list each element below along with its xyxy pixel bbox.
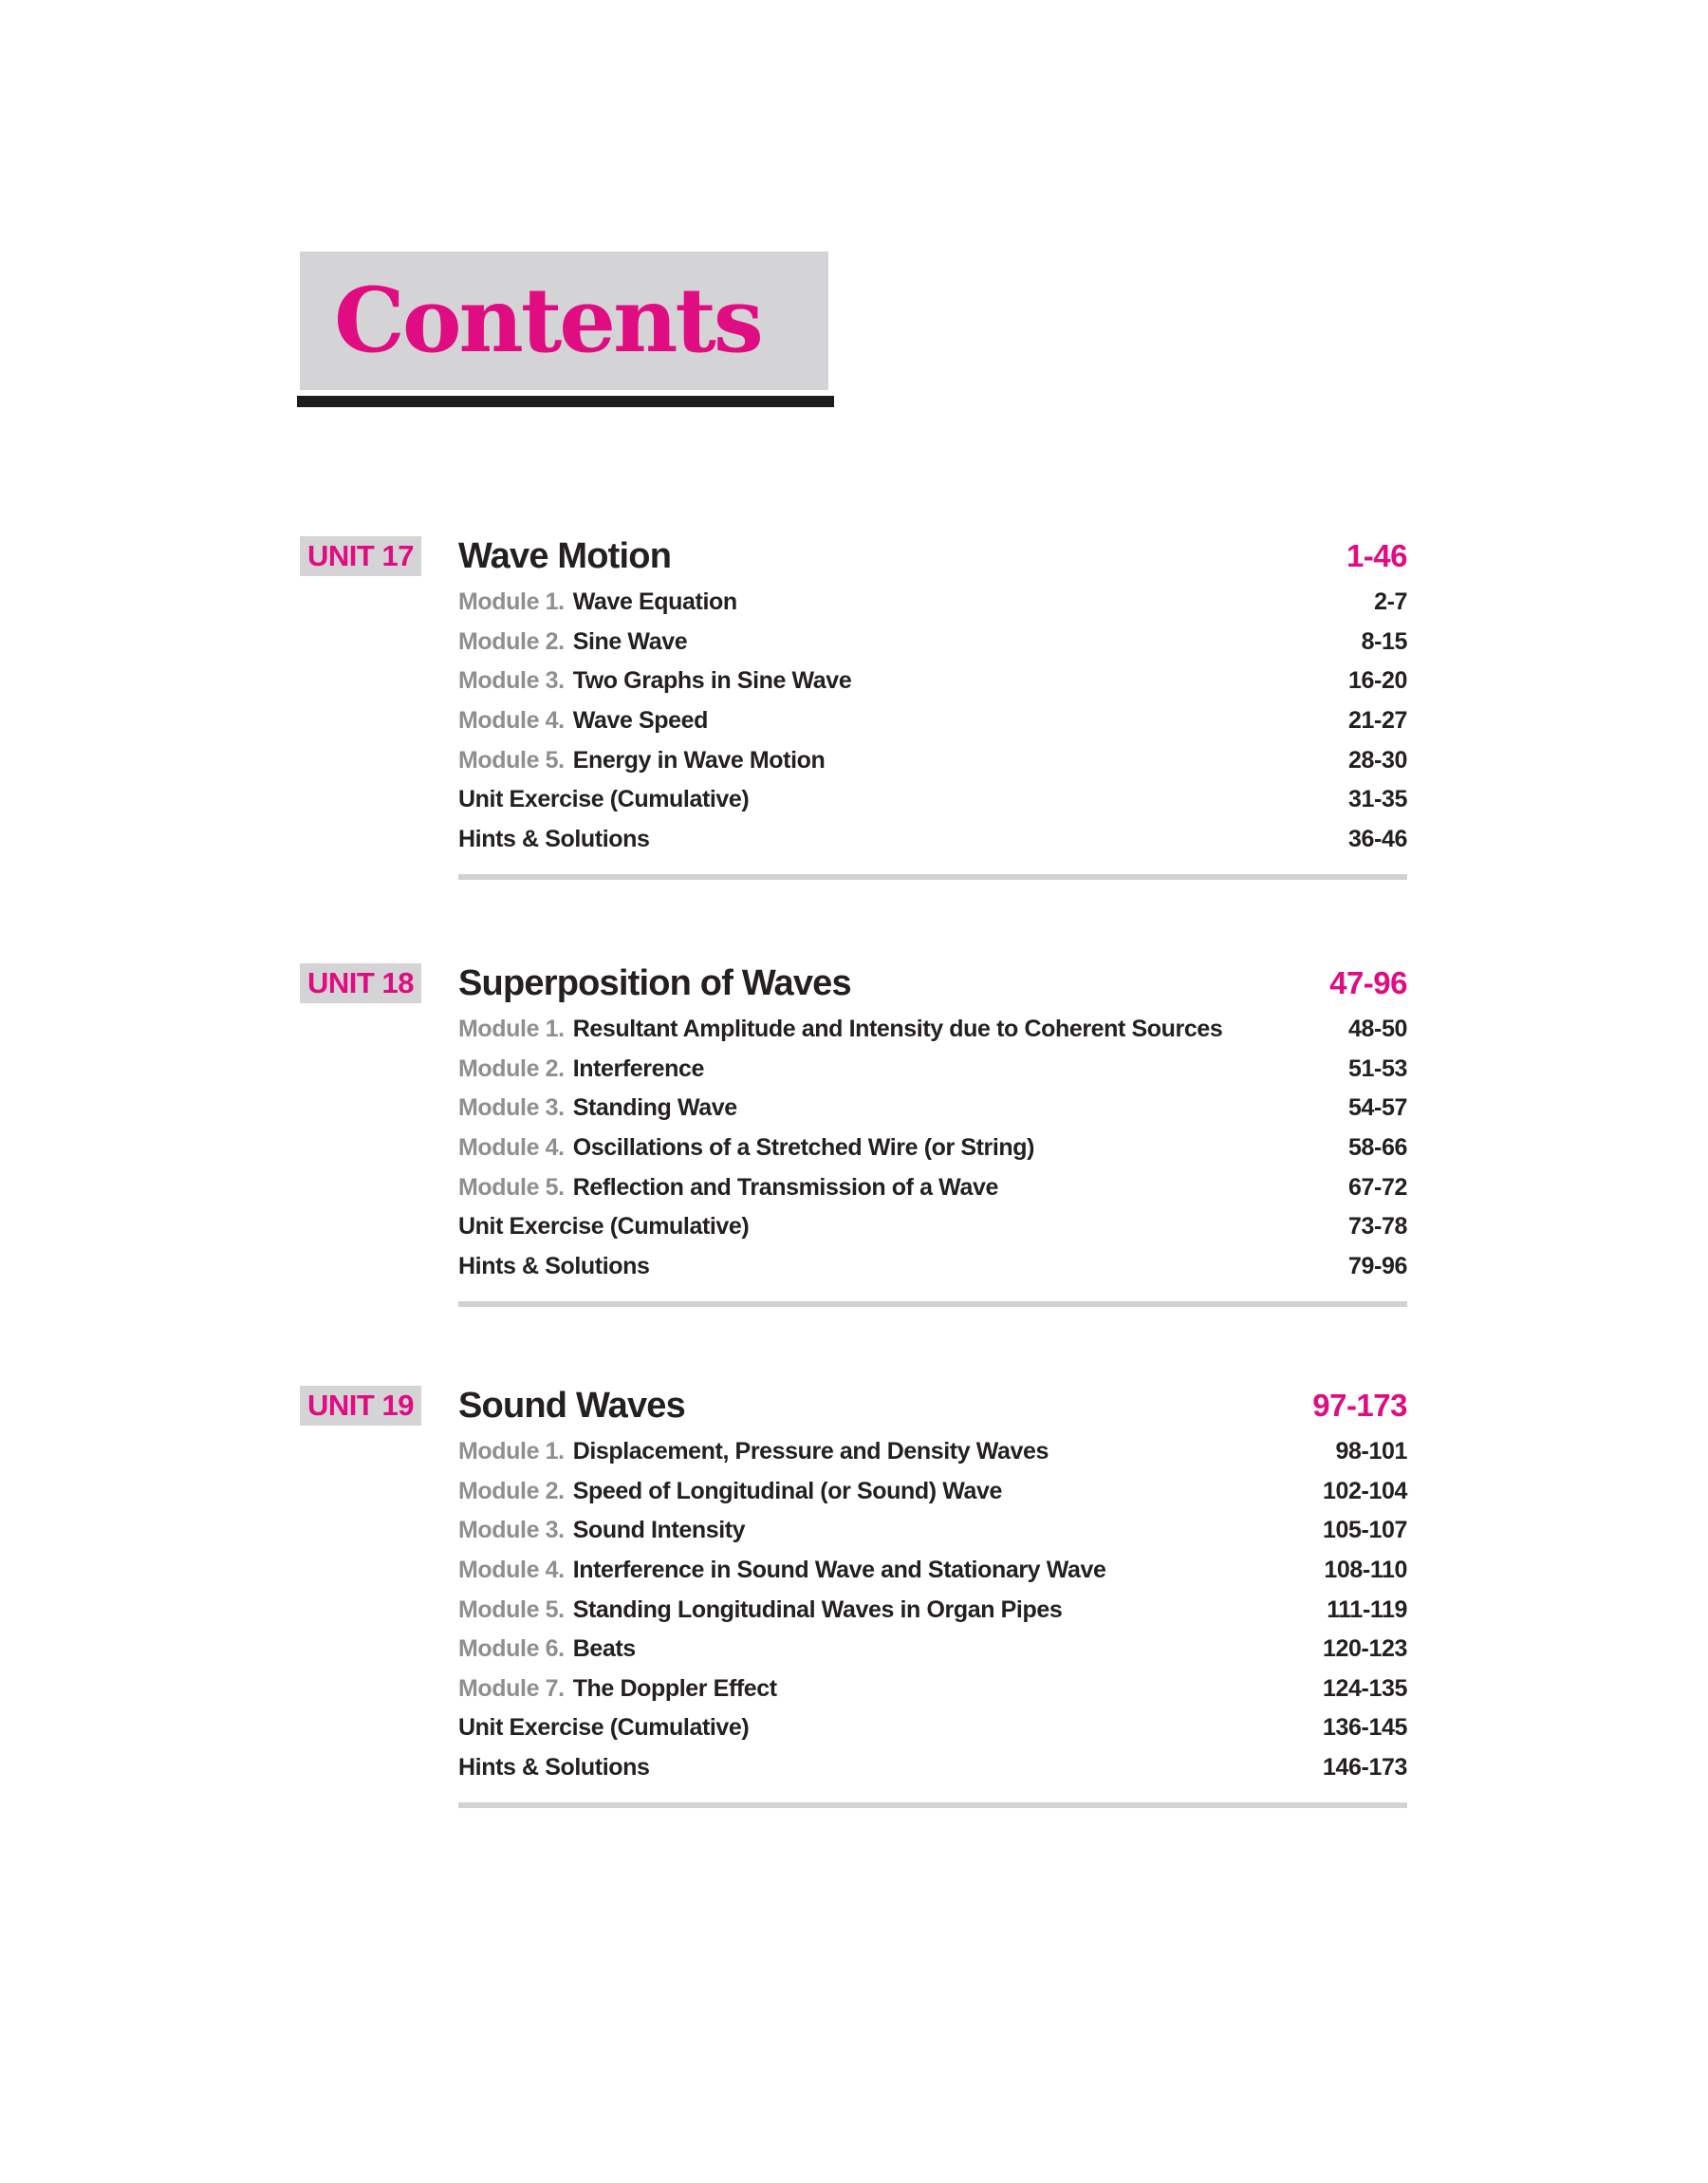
list-item: [458, 820, 1407, 860]
list-item: [458, 1167, 1407, 1207]
list-item: [458, 1129, 1407, 1168]
module-title: Displacement, Pressure and Density Waves: [572, 1438, 1049, 1465]
unit-header: [300, 1386, 1407, 1426]
list-item: [458, 583, 1407, 623]
list-item: [458, 1551, 1407, 1591]
unit-badge: UNIT 18: [300, 963, 421, 1003]
unit-badge: UNIT 17: [300, 536, 421, 576]
module-title: Unit Exercise (Cumulative): [458, 1213, 750, 1241]
module-pages: 136-145: [1323, 1714, 1407, 1742]
module-title: Hints & Solutions: [458, 825, 650, 852]
module-title: The Doppler Effect: [572, 1674, 777, 1702]
list-item: [458, 662, 1407, 701]
module-pages: 73-78: [1348, 1213, 1407, 1241]
module-pages: 54-57: [1348, 1094, 1407, 1122]
module-prefix: Module 5.: [458, 1595, 565, 1623]
unit-section-19: [300, 1386, 1407, 1808]
list-item: [458, 1511, 1407, 1551]
module-title: Oscillations of a Stretched Wire (or String): [572, 1134, 1035, 1162]
list-item: [458, 1010, 1407, 1050]
module-title: Unit Exercise (Cumulative): [458, 1714, 750, 1742]
unit-section-18: [300, 963, 1407, 1307]
unit-page-range: 97-173: [1312, 1388, 1407, 1423]
unit-title: Superposition of Waves: [458, 962, 851, 1003]
module-title: Standing Longitudinal Waves in Organ Pipes: [572, 1595, 1063, 1623]
module-pages: 51-53: [1348, 1054, 1407, 1082]
module-title: Interference in Sound Wave and Stationary Wave: [572, 1557, 1106, 1584]
unit-title: Sound Waves: [458, 1385, 685, 1426]
module-title: Sine Wave: [572, 627, 688, 655]
module-prefix: Module 1.: [458, 1016, 565, 1043]
list-item: [458, 1670, 1407, 1709]
list-item: [458, 740, 1407, 780]
module-prefix: Module 3.: [458, 1094, 565, 1122]
module-title: Two Graphs in Sine Wave: [572, 667, 852, 695]
module-title: Energy in Wave Motion: [572, 746, 826, 774]
module-pages: 21-27: [1348, 707, 1407, 735]
module-pages: 36-46: [1348, 825, 1407, 852]
module-pages: 102-104: [1323, 1477, 1407, 1504]
module-title: Hints & Solutions: [458, 1754, 650, 1782]
module-pages: 146-173: [1323, 1754, 1407, 1782]
module-prefix: Module 2.: [458, 1054, 565, 1082]
module-pages: 124-135: [1323, 1674, 1407, 1702]
module-pages: 120-123: [1323, 1635, 1407, 1663]
module-prefix: Module 1.: [458, 588, 565, 616]
module-pages: 58-66: [1348, 1134, 1407, 1162]
module-prefix: Module 5.: [458, 1173, 565, 1201]
module-title: Beats: [572, 1635, 636, 1663]
module-title: Hints & Solutions: [458, 1252, 650, 1279]
page-title: Contents: [334, 269, 761, 373]
title-underline-bar: [297, 396, 834, 407]
module-title: Reflection and Transmission of a Wave: [572, 1173, 998, 1201]
module-title: Sound Intensity: [572, 1517, 746, 1544]
module-title: Standing Wave: [572, 1094, 737, 1122]
module-prefix: Module 7.: [458, 1674, 565, 1702]
unit-badge: UNIT 19: [300, 1386, 421, 1426]
module-title: Wave Speed: [572, 707, 709, 735]
module-pages: 31-35: [1348, 786, 1407, 813]
module-pages: 67-72: [1348, 1173, 1407, 1201]
unit-page-range: 47-96: [1329, 965, 1407, 1000]
module-pages: 79-96: [1348, 1252, 1407, 1279]
module-pages: 105-107: [1323, 1517, 1407, 1544]
module-pages: 98-101: [1335, 1438, 1407, 1465]
section-divider: [458, 874, 1407, 880]
list-item: [458, 1432, 1407, 1472]
unit-title: Wave Motion: [458, 535, 672, 576]
unit-header: [300, 536, 1407, 576]
module-title: Wave Equation: [572, 588, 737, 616]
module-prefix: Module 4.: [458, 1557, 565, 1584]
section-divider: [458, 1802, 1407, 1808]
module-pages: 8-15: [1361, 627, 1407, 655]
list-item: [458, 701, 1407, 741]
module-prefix: Module 2.: [458, 1477, 565, 1504]
module-list: [458, 1010, 1407, 1286]
unit-page-range: 1-46: [1346, 538, 1407, 573]
module-prefix: Module 2.: [458, 627, 565, 655]
list-item: [458, 1630, 1407, 1670]
module-prefix: Module 3.: [458, 667, 565, 695]
module-list: [458, 583, 1407, 859]
module-pages: 48-50: [1348, 1016, 1407, 1043]
list-item: [458, 1247, 1407, 1287]
list-item: [458, 1050, 1407, 1090]
contents-header-box: [300, 252, 828, 390]
module-title: Resultant Amplitude and Intensity due to Coherent Sources: [572, 1016, 1223, 1043]
module-list: [458, 1432, 1407, 1787]
module-pages: 16-20: [1348, 667, 1407, 695]
list-item: [458, 1708, 1407, 1748]
module-pages: 108-110: [1324, 1557, 1407, 1584]
module-prefix: Module 3.: [458, 1517, 565, 1544]
list-item: [458, 780, 1407, 820]
module-pages: 2-7: [1374, 588, 1407, 616]
list-item: [458, 1207, 1407, 1247]
list-item: [458, 623, 1407, 662]
module-prefix: Module 4.: [458, 707, 565, 735]
list-item: [458, 1748, 1407, 1788]
list-item: [458, 1472, 1407, 1512]
unit-section-17: [300, 536, 1407, 880]
module-title: Unit Exercise (Cumulative): [458, 786, 750, 813]
list-item: [458, 1089, 1407, 1129]
module-prefix: Module 1.: [458, 1438, 565, 1465]
module-title: Speed of Longitudinal (or Sound) Wave: [572, 1477, 1002, 1504]
module-pages: 111-119: [1327, 1595, 1407, 1623]
module-prefix: Module 4.: [458, 1134, 565, 1162]
module-title: Interference: [572, 1054, 705, 1082]
module-prefix: Module 5.: [458, 746, 565, 774]
module-pages: 28-30: [1348, 746, 1407, 774]
unit-header: [300, 963, 1407, 1003]
section-divider: [458, 1301, 1407, 1307]
module-prefix: Module 6.: [458, 1635, 565, 1663]
list-item: [458, 1590, 1407, 1630]
